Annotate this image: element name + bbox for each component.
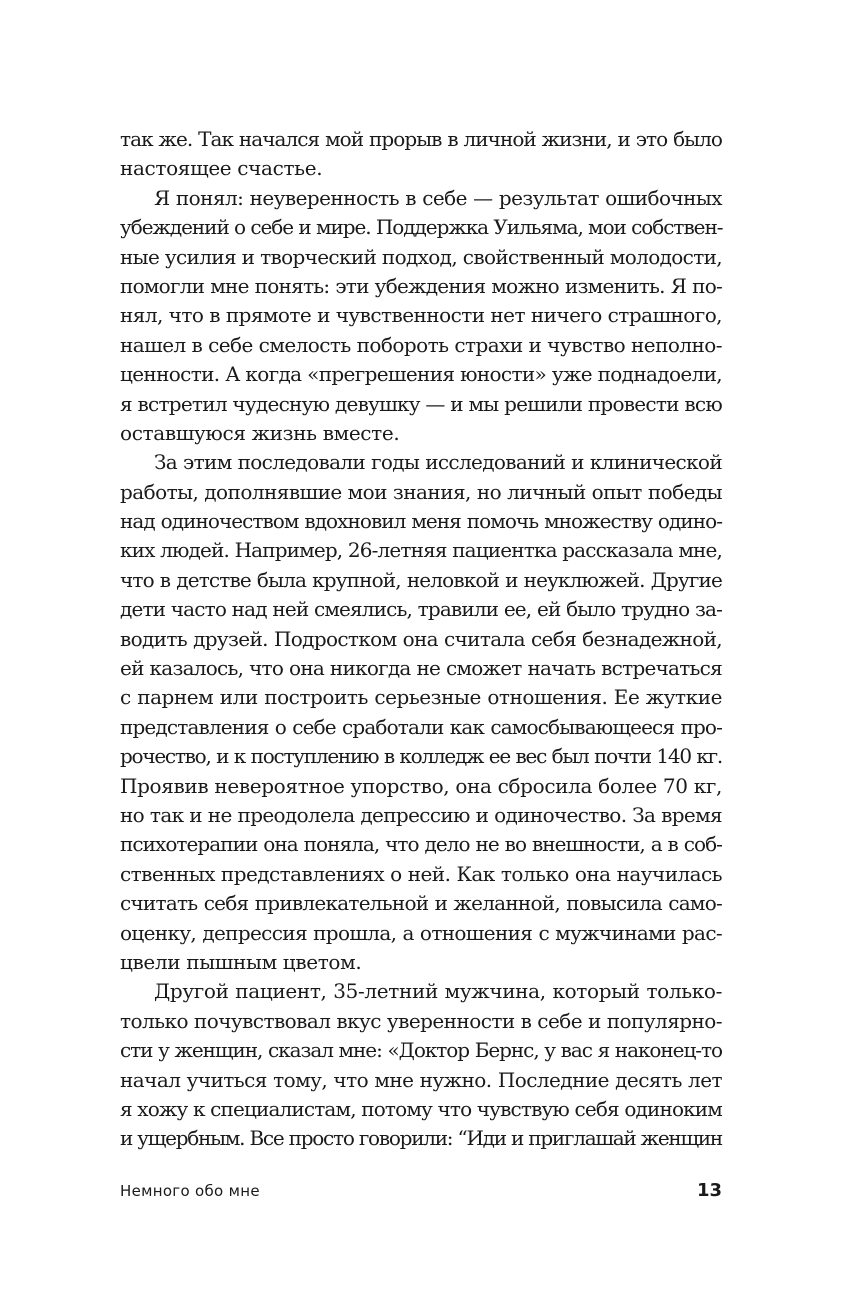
text-line: работы, дополнявшие мои знания, но личный опыт победы <box>120 479 722 504</box>
text-line: только почувствовал вкус уверенности в себе и популярно- <box>120 1008 722 1033</box>
text-line: оставшуюся жизнь вместе. <box>120 420 400 445</box>
text-line: ные усилия и творческий подход, свойственный молодости, <box>120 244 722 269</box>
text-line: нял, что в прямоте и чувственности нет ничего страшного, <box>120 303 722 328</box>
text-line: с парнем или построить серьезные отношения. Ее жуткие <box>120 685 722 710</box>
text-line: психотерапии она поняла, что дело не во внешности, а в соб- <box>120 832 722 857</box>
text-line: дети часто над ней смеялись, травили ее, ей было трудно за- <box>120 597 722 622</box>
text-line: я встретил чудесную девушку — и мы решили провести всю <box>120 391 722 416</box>
text-line: над одиночеством вдохновил меня помочь множеству одино- <box>120 509 722 534</box>
text-line: нашел в себе смелость побороть страхи и чувство неполно- <box>120 332 722 357</box>
text-line: Я понял: неуверенность в себе — результат ошибочных <box>154 185 722 210</box>
page-footer <box>120 1180 722 1202</box>
text-line: настоящее счастье. <box>120 156 323 181</box>
text-line: помогли мне понять: эти убеждения можно изменить. Я по- <box>120 273 722 298</box>
page-number: 13 <box>696 1180 722 1201</box>
text-line: Другой пациент, 35-летний мужчина, который только- <box>154 979 722 1004</box>
text-line: начал учиться тому, что мне нужно. Последние десять лет <box>120 1067 722 1092</box>
text-line: оценку, депрессия прошла, а отношения с мужчинами рас- <box>120 920 722 945</box>
text-line: ственных представлениях о ней. Как только она научилась <box>120 861 722 886</box>
text-line: ценности. А когда «прегрешения юности» уже поднадоели, <box>120 362 722 387</box>
text-line: ких людей. Например, 26-летняя пациентка рассказала мне, <box>120 538 722 563</box>
text-line: что в детстве была крупной, неловкой и неуклюжей. Другие <box>120 567 722 592</box>
text-line: рочество, и к поступлению в колледж ее вес был почти 140 кг. <box>120 744 722 769</box>
body-text <box>120 125 722 1154</box>
running-title: Немного обо мне <box>120 1182 260 1200</box>
text-line: но так и не преодолела депрессию и одиночество. За время <box>120 802 722 827</box>
text-line: ей казалось, что она никогда не сможет начать встречаться <box>120 656 722 681</box>
text-line: За этим последовали годы исследований и клинической <box>154 450 722 475</box>
text-line: так же. Так начался мой прорыв в личной жизни, и это было <box>120 127 722 151</box>
text-line: водить друзей. Подростком она считала себя безнадежной, <box>120 626 722 651</box>
text-line: убеждений о себе и мире. Поддержка Уильяма, мои собствен- <box>120 215 723 240</box>
text-line: Проявив невероятное упорство, она сбросила более 70 кг, <box>120 773 722 798</box>
text-line: я хожу к специалистам, потому что чувствую себя одиноким <box>120 1096 722 1121</box>
text-line: сти у женщин, сказал мне: «Доктор Бернс, у вас я наконец-то <box>120 1038 722 1063</box>
text-line: представления о себе сработали как самосбывающееся про- <box>120 714 722 739</box>
text-line: считать себя привлекательной и желанной, повысила само- <box>120 891 722 916</box>
text-line: цвели пышным цветом. <box>120 949 362 974</box>
text-line: и ущербным. Все просто говорили: “Иди и приглашай женщин <box>120 1126 722 1151</box>
